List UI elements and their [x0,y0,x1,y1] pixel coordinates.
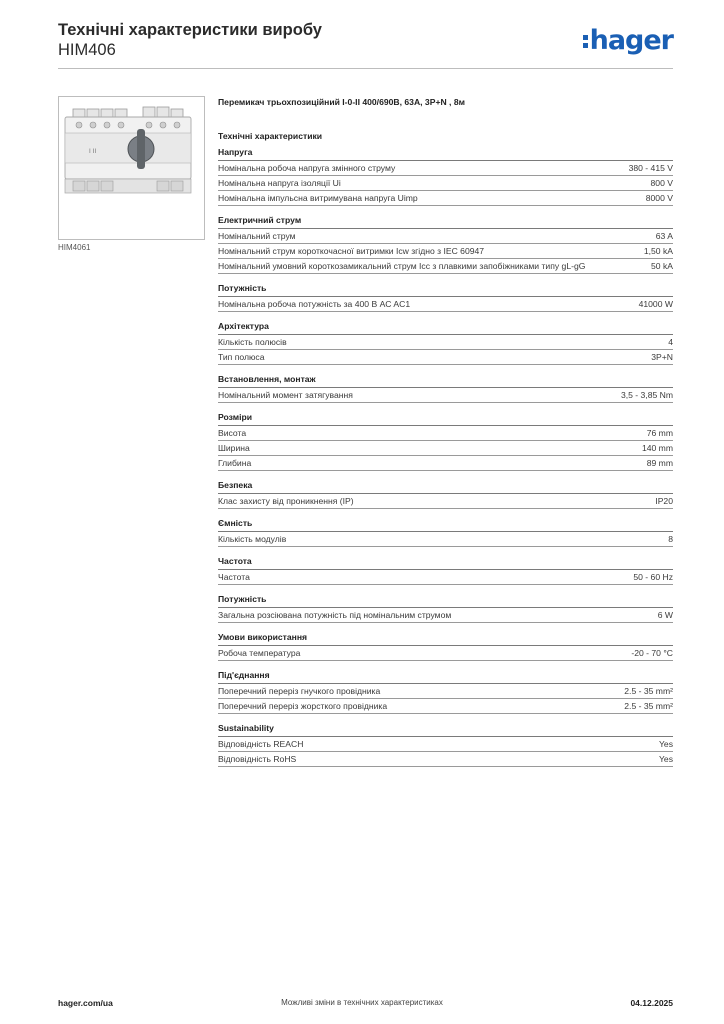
spec-row [218,259,673,274]
spec-group-title: Архітектура [218,320,673,335]
product-code: HIM406 [58,41,116,59]
spec-value: 50 - 60 Hz [633,571,673,582]
spec-row [218,191,673,206]
spec-row [218,297,673,312]
spec-group [218,517,673,547]
spec-row [218,646,673,661]
spec-row [218,737,673,752]
spec-row [218,608,673,623]
spec-group [218,320,673,365]
spec-label: Номінальна робоча потужність за 400 В AC AC1 [218,298,411,309]
spec-row [218,684,673,699]
spec-value: Yes [658,753,673,764]
footer-website: hager.com/ua [58,998,113,1008]
spec-group [218,669,673,714]
spec-value: 1,50 kA [643,245,673,256]
spec-value: Yes [658,738,673,749]
product-image-frame [58,96,205,240]
spec-value: 380 - 415 V [628,162,673,173]
spec-value: 63 A [655,230,673,241]
spec-label: Глибина [218,457,252,468]
spec-label: Кількість полюсів [218,336,287,347]
spec-group-title: Напруга [218,146,673,161]
specs-heading: Технічні характеристики [218,131,323,141]
spec-group [218,411,673,471]
spec-label: Кількість модулів [218,533,287,544]
spec-group [218,479,673,509]
spec-label: Висота [218,427,247,438]
spec-value: 89 mm [646,457,673,468]
spec-group-title: Частота [218,555,673,570]
spec-group [218,593,673,623]
spec-value: 76 mm [646,427,673,438]
spec-group-title: Розміри [218,411,673,426]
spec-row [218,456,673,471]
spec-group [218,722,673,767]
spec-value: -20 - 70 °C [631,647,673,658]
svg-text:I II: I II [89,148,97,155]
spec-row [218,388,673,403]
spec-label: Поперечний переріз жорсткого провідника [218,700,388,711]
spec-label: Відповідність REACH [218,738,304,749]
spec-label: Відповідність RoHS [218,753,297,764]
spec-label: Поперечний переріз гнучкого провідника [218,685,381,696]
spec-group [218,214,673,274]
spec-group-title: Умови використання [218,631,673,646]
spec-label: Номінальна імпульсна витримувана напруга Uimp [218,192,418,203]
product-image-caption: HIM4061 [58,243,91,252]
footer-date: 04.12.2025 [630,998,673,1008]
spec-row [218,752,673,767]
spec-label: Ширина [218,442,250,453]
spec-value: 3P+N [651,351,673,362]
spec-label: Номінальна напруга ізоляції Ui [218,177,341,188]
spec-value: 140 mm [641,442,673,453]
product-description: Перемикач трьохпозиційний I-0-II 400/690В, 63А, 3Р+N , 8м [218,97,465,107]
specifications-section [218,96,673,767]
switch-disconnector-image [59,97,204,239]
logo-text: hager [589,25,673,56]
spec-row [218,494,673,509]
spec-group [218,146,673,206]
spec-row [218,426,673,441]
spec-row [218,244,673,259]
spec-label: Номінальний умовний короткозамикальний струм Icc з плавкими запобіжниками типу gL-gG [218,260,586,271]
spec-group-title: Встановлення, монтаж [218,373,673,388]
spec-label: Робоча температура [218,647,301,658]
spec-group [218,631,673,661]
spec-group [218,282,673,312]
hager-logo [583,25,673,56]
spec-value: 2.5 - 35 mm² [624,685,673,696]
footer-notice: Можливі зміни в технічних характеристиках [281,998,443,1007]
spec-value: 4 [668,336,673,347]
spec-row [218,441,673,456]
spec-label: Клас захисту від проникнення (IP) [218,495,354,506]
spec-label: Номінальний струм короткочасної витримки Icw згідно з IEC 60947 [218,245,485,256]
logo-dots-icon [583,32,588,51]
spec-value: IP20 [655,495,673,506]
spec-row [218,570,673,585]
spec-row [218,176,673,191]
spec-value: 800 V [650,177,673,188]
spec-value: 2.5 - 35 mm² [624,700,673,711]
spec-group [218,373,673,403]
spec-group [218,555,673,585]
spec-group-title: Sustainability [218,722,673,737]
spec-group-title: Електричний струм [218,214,673,229]
spec-label: Тип полюса [218,351,265,362]
spec-value: 8 [668,533,673,544]
spec-group-title: Під'єднання [218,669,673,684]
spec-row [218,229,673,244]
spec-row [218,335,673,350]
spec-row [218,699,673,714]
spec-row [218,532,673,547]
header-divider [58,68,673,69]
spec-group-title: Ємність [218,517,673,532]
spec-value: 3,5 - 3,85 Nm [620,389,673,400]
spec-label: Номінальний момент затягування [218,389,353,400]
spec-value: 6 W [657,609,673,620]
spec-label: Загальна розсіювана потужність під номінальним струмом [218,609,452,620]
spec-value: 8000 V [645,192,673,203]
spec-row [218,350,673,365]
spec-value: 41000 W [638,298,673,309]
spec-label: Частота [218,571,250,582]
spec-group-title: Безпека [218,479,673,494]
spec-row [218,161,673,176]
page-header [58,20,673,68]
spec-group-title: Потужність [218,282,673,297]
document-title: Технічні характеристики виробу [58,21,322,39]
spec-label: Номінальний струм [218,230,296,241]
spec-groups [218,146,673,767]
spec-label: Номінальна робоча напруга змінного струму [218,162,396,173]
spec-group-title: Потужність [218,593,673,608]
spec-value: 50 kA [651,260,673,271]
